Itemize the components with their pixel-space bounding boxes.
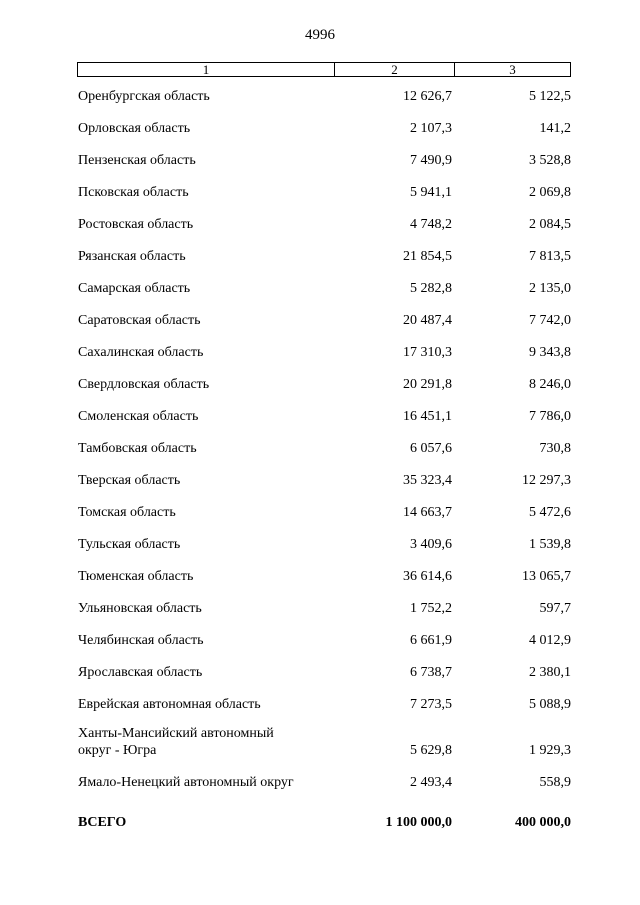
table-row (0, 117, 640, 149)
column-3-value: 9 343,8 (529, 345, 571, 360)
table-row (0, 341, 640, 373)
table-row (0, 149, 640, 181)
region-name: Смоленская область (78, 409, 199, 424)
column-3-value: 730,8 (539, 441, 571, 456)
region-name: Челябинская область (78, 633, 204, 648)
total-label: ВСЕГО (78, 815, 127, 830)
column-3-value: 1 539,8 (529, 537, 571, 552)
column-2-value: 6 057,6 (410, 441, 452, 456)
column-3-value: 2 069,8 (529, 185, 571, 200)
column-2-value: 6 738,7 (410, 665, 452, 680)
table-row (0, 373, 640, 405)
column-3-value: 2 135,0 (529, 281, 571, 296)
page-number: 4996 (305, 27, 335, 43)
table-row (0, 277, 640, 309)
region-name: Ямало-Ненецкий автономный округ (78, 775, 294, 790)
column-2-value: 16 451,1 (403, 409, 452, 424)
table-row (0, 725, 640, 771)
column-3-value: 3 528,8 (529, 153, 571, 168)
column-2-value: 12 626,7 (403, 89, 452, 104)
region-name: Тульская область (78, 537, 181, 552)
column-header-1: 1 (78, 63, 335, 76)
column-2-value: 17 310,3 (403, 345, 452, 360)
column-3-value: 1 929,3 (529, 743, 571, 758)
table-row (0, 533, 640, 565)
column-3-value: 5 472,6 (529, 505, 571, 520)
column-3-value: 5 122,5 (529, 89, 571, 104)
region-name: Тюменская область (78, 569, 194, 584)
region-name: Ярославская область (78, 665, 203, 680)
total-column-3-value: 400 000,0 (515, 815, 571, 830)
table-row (0, 181, 640, 213)
column-3-value: 2 084,5 (529, 217, 571, 232)
column-header-2: 2 (335, 63, 455, 76)
column-3-value: 7 786,0 (529, 409, 571, 424)
region-name: Саратовская область (78, 313, 201, 328)
region-name: Оренбургская область (78, 89, 210, 104)
column-3-value: 597,7 (539, 601, 571, 616)
column-2-value: 20 291,8 (403, 377, 452, 392)
column-2-value: 5 941,1 (410, 185, 452, 200)
region-name: Пензенская область (78, 153, 196, 168)
column-2-value: 35 323,4 (403, 473, 452, 488)
column-3-value: 7 813,5 (529, 249, 571, 264)
column-2-value: 5 282,8 (410, 281, 452, 296)
column-2-value: 2 107,3 (410, 121, 452, 136)
column-3-value: 2 380,1 (529, 665, 571, 680)
table-row (0, 245, 640, 277)
table-row (0, 405, 640, 437)
column-2-value: 5 629,8 (410, 743, 452, 758)
region-name: Сахалинская область (78, 345, 204, 360)
column-3-value: 12 297,3 (522, 473, 571, 488)
column-2-value: 4 748,2 (410, 217, 452, 232)
column-3-value: 7 742,0 (529, 313, 571, 328)
table-row (0, 693, 640, 725)
column-3-value: 4 012,9 (529, 633, 571, 648)
column-2-value: 14 663,7 (403, 505, 452, 520)
region-name: Ульяновская область (78, 601, 202, 616)
region-name-line-1: Ханты-Мансийский автономный (78, 726, 274, 741)
region-name: Ростовская область (78, 217, 194, 232)
column-3-value: 8 246,0 (529, 377, 571, 392)
region-name (78, 725, 338, 759)
table-row (0, 661, 640, 693)
total-row (0, 803, 640, 835)
table-row (0, 85, 640, 117)
column-3-value: 141,2 (539, 121, 571, 136)
table-row (0, 309, 640, 341)
region-name: Рязанская область (78, 249, 186, 264)
table-row (0, 597, 640, 629)
region-name: Самарская область (78, 281, 191, 296)
total-column-2-value: 1 100 000,0 (385, 815, 452, 830)
column-3-value: 558,9 (539, 775, 571, 790)
region-name: Псковская область (78, 185, 189, 200)
column-2-value: 20 487,4 (403, 313, 452, 328)
region-name-line-2: округ - Югра (78, 743, 157, 758)
table-row (0, 501, 640, 533)
column-2-value: 36 614,6 (403, 569, 452, 584)
table-row (0, 469, 640, 501)
table-row (0, 437, 640, 469)
region-name: Тамбовская область (78, 441, 197, 456)
table-header-row (77, 62, 571, 77)
region-name: Свердловская область (78, 377, 210, 392)
region-name: Еврейская автономная область (78, 697, 261, 712)
table-row (0, 565, 640, 597)
table-row (0, 771, 640, 803)
table-body (0, 85, 640, 835)
column-3-value: 13 065,7 (522, 569, 571, 584)
column-3-value: 5 088,9 (529, 697, 571, 712)
column-2-value: 3 409,6 (410, 537, 452, 552)
column-2-value: 6 661,9 (410, 633, 452, 648)
region-name: Орловская область (78, 121, 191, 136)
column-header-3: 3 (509, 62, 516, 77)
table-row (0, 213, 640, 245)
column-2-value: 2 493,4 (410, 775, 452, 790)
column-2-value: 1 752,2 (410, 601, 452, 616)
region-name: Томская область (78, 505, 176, 520)
column-2-value: 7 490,9 (410, 153, 452, 168)
table-row (0, 629, 640, 661)
region-name: Тверская область (78, 473, 181, 488)
column-2-value: 21 854,5 (403, 249, 452, 264)
column-2-value: 7 273,5 (410, 697, 452, 712)
